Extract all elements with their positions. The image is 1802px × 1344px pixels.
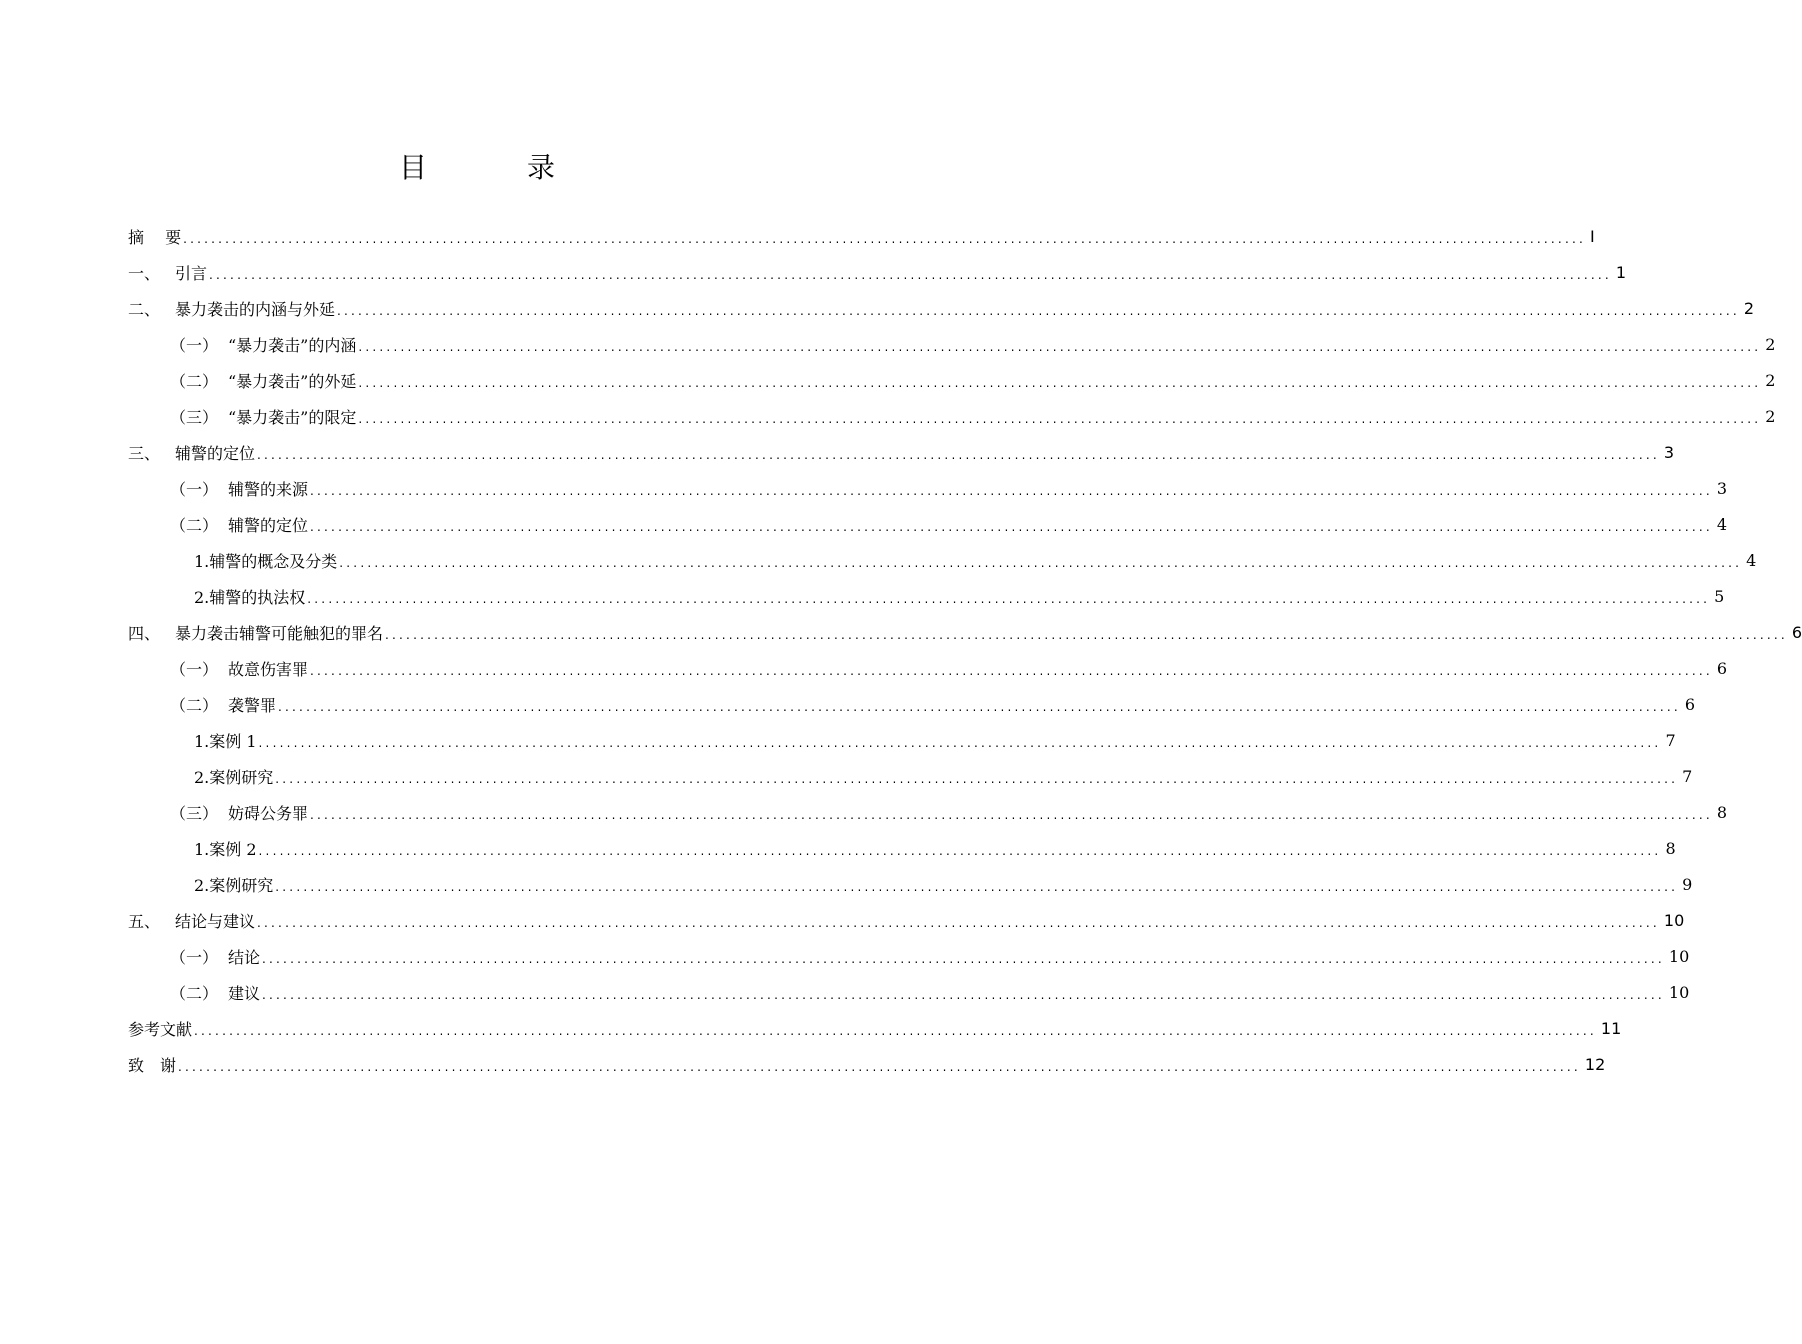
toc-entry-label <box>128 1053 176 1076</box>
toc-entry-text: 致 谢 <box>128 1055 177 1075</box>
toc-entry[interactable] <box>128 1046 1606 1082</box>
dot-leader: ........................................................................................................................................................................................................ <box>194 1024 1597 1038</box>
toc-entry-label <box>128 909 255 932</box>
toc-entry-text: “暴力袭击”的限定 <box>228 407 357 427</box>
toc-entry[interactable] <box>128 542 1757 578</box>
toc-entry[interactable] <box>128 506 1728 542</box>
toc-entry[interactable] <box>128 326 1776 362</box>
toc-entry-label <box>128 261 207 284</box>
toc-entry[interactable] <box>128 398 1776 434</box>
dot-leader: ........................................................................................................................................................................................................ <box>209 268 1612 282</box>
toc-entry[interactable] <box>128 830 1676 866</box>
toc-entry-number: （三） <box>170 803 219 823</box>
toc-entry-number: （二） <box>170 371 219 391</box>
toc-entry-label <box>170 513 308 536</box>
toc-entry-number: 四、 <box>128 623 161 643</box>
toc-title: 目 录 <box>398 151 591 184</box>
dot-leader: ........................................................................................................................................................................................................ <box>310 664 1713 678</box>
toc-entry[interactable] <box>128 578 1725 614</box>
toc-entry[interactable] <box>128 362 1776 398</box>
toc-entry-page-number: 6 <box>1791 622 1802 642</box>
toc-entry-page-number: 6 <box>1684 694 1696 714</box>
toc-entry-label <box>128 297 335 320</box>
dot-leader: ........................................................................................................................................................................................................ <box>310 484 1713 498</box>
dot-leader: ........................................................................................................................................................................................................ <box>358 412 1762 426</box>
toc-entry-text: 结论与建议 <box>175 911 256 931</box>
toc-entry-page-number: 10 <box>1668 946 1690 966</box>
toc-entry-number: （二） <box>170 515 219 535</box>
toc-entry-text: 辅警的定位 <box>228 515 309 535</box>
toc-entry[interactable] <box>128 470 1728 506</box>
toc-entry-number: 五、 <box>128 911 161 931</box>
toc-entry-label <box>128 621 383 644</box>
toc-entry[interactable] <box>128 614 1802 650</box>
toc-entry-page-number: 4 <box>1746 550 1757 570</box>
toc-entry-page-number: 2 <box>1765 334 1776 354</box>
dot-leader: ........................................................................................................................................................................................................ <box>275 880 1679 894</box>
dot-leader: ........................................................................................................................................................................................................ <box>178 1060 1581 1074</box>
toc-entry-text: “暴力袭击”的外延 <box>228 371 357 391</box>
toc-entry-page-number: 9 <box>1682 874 1693 894</box>
dot-leader: ........................................................................................................................................................................................................ <box>339 556 1743 570</box>
toc-entry-page-number: 6 <box>1716 658 1728 678</box>
toc-entry[interactable] <box>128 722 1676 758</box>
toc-entry-page-number: 3 <box>1716 478 1728 498</box>
toc-entry-text: 辅警的来源 <box>228 479 309 499</box>
toc-entry-number: （三） <box>170 407 219 427</box>
toc-entry-number: 一、 <box>128 263 161 283</box>
toc-entry[interactable] <box>128 254 1627 290</box>
toc-entry-number: （一） <box>170 335 219 355</box>
toc-entry-label <box>170 801 308 824</box>
toc-entry-text: 1.案例 2 <box>194 839 257 859</box>
dot-leader: ........................................................................................................................................................................................................ <box>310 520 1713 534</box>
toc-entry-label <box>170 693 276 716</box>
toc-entry-label <box>128 225 181 248</box>
dot-leader: ........................................................................................................................................................................................................ <box>337 304 1740 318</box>
toc-entry[interactable] <box>128 434 1675 470</box>
toc-entry-page-number: 12 <box>1584 1054 1606 1074</box>
toc-entry-label <box>170 405 356 428</box>
toc-entry-label <box>128 441 255 464</box>
toc-entry-text: 摘 要 <box>128 227 182 247</box>
toc-entry-text: 袭警罪 <box>228 695 277 715</box>
toc-entry-label <box>194 585 305 608</box>
dot-leader: ........................................................................................................................................................................................................ <box>258 844 1662 858</box>
table-of-contents <box>128 218 1802 1082</box>
toc-entry-page-number: 2 <box>1743 298 1755 318</box>
toc-entry[interactable] <box>128 1010 1622 1046</box>
toc-entry-text: 辅警的定位 <box>175 443 256 463</box>
toc-entry-text: 2.案例研究 <box>194 875 274 895</box>
toc-entry[interactable] <box>128 866 1693 902</box>
toc-entry-text: 1.辅警的概念及分类 <box>194 551 338 571</box>
toc-entry-page-number: 10 <box>1668 982 1690 1002</box>
toc-entry-page-number: 2 <box>1765 370 1776 390</box>
dot-leader: ........................................................................................................................................................................................................ <box>257 916 1660 930</box>
toc-entry-number: （二） <box>170 983 219 1003</box>
toc-entry[interactable] <box>128 218 1595 254</box>
toc-entry[interactable] <box>128 794 1728 830</box>
toc-entry-label <box>194 549 337 572</box>
toc-entry-text: 1.案例 1 <box>194 731 257 751</box>
toc-entry[interactable] <box>128 290 1755 326</box>
toc-entry[interactable] <box>128 938 1690 974</box>
toc-entry-number: （一） <box>170 947 219 967</box>
toc-entry-page-number: 11 <box>1600 1018 1622 1038</box>
toc-entry-page-number: 1 <box>1615 262 1627 282</box>
toc-entry-page-number: I <box>1589 226 1595 246</box>
toc-entry-label <box>194 765 273 788</box>
toc-entry-text: 妨碍公务罪 <box>228 803 309 823</box>
toc-entry-page-number: 10 <box>1663 910 1685 930</box>
dot-leader: ........................................................................................................................................................................................................ <box>307 592 1711 606</box>
dot-leader: ........................................................................................................................................................................................................ <box>257 448 1660 462</box>
toc-entry-page-number: 8 <box>1665 838 1676 858</box>
toc-entry-text: 参考文献 <box>128 1019 193 1039</box>
toc-entry-number: （二） <box>170 695 219 715</box>
dot-leader: ........................................................................................................................................................................................................ <box>310 808 1713 822</box>
toc-entry-page-number: 7 <box>1682 766 1693 786</box>
toc-entry-text: 引言 <box>175 263 208 283</box>
toc-entry-text: 2.案例研究 <box>194 767 274 787</box>
toc-entry-text: 暴力袭击的内涵与外延 <box>175 299 336 319</box>
toc-entry[interactable] <box>128 686 1696 722</box>
dot-leader: ........................................................................................................................................................................................................ <box>262 988 1665 1002</box>
toc-entry-number: （一） <box>170 479 219 499</box>
toc-entry[interactable] <box>128 902 1685 938</box>
toc-entry-text: 暴力袭击辅警可能触犯的罪名 <box>175 623 384 643</box>
toc-entry-label <box>128 1017 192 1040</box>
toc-entry-number: 三、 <box>128 443 161 463</box>
toc-entry[interactable] <box>128 974 1690 1010</box>
toc-entry-label <box>170 369 356 392</box>
toc-entry-page-number: 4 <box>1716 514 1728 534</box>
toc-entry-label <box>170 333 356 356</box>
toc-entry-text: 2.辅警的执法权 <box>194 587 306 607</box>
toc-entry-label <box>194 729 257 752</box>
dot-leader: ........................................................................................................................................................................................................ <box>385 628 1788 642</box>
toc-entry-number: （一） <box>170 659 219 679</box>
toc-entry[interactable] <box>128 758 1693 794</box>
toc-entry-text: 故意伤害罪 <box>228 659 309 679</box>
toc-entry[interactable] <box>128 650 1728 686</box>
toc-entry-page-number: 3 <box>1663 442 1675 462</box>
toc-entry-text: 结论 <box>228 947 261 967</box>
dot-leader: ........................................................................................................................................................................................................ <box>183 232 1586 246</box>
toc-entry-label <box>170 657 308 680</box>
toc-entry-text: “暴力袭击”的内涵 <box>228 335 357 355</box>
dot-leader: ........................................................................................................................................................................................................ <box>358 340 1762 354</box>
dot-leader: ........................................................................................................................................................................................................ <box>358 376 1762 390</box>
toc-entry-page-number: 2 <box>1765 406 1776 426</box>
toc-entry-label <box>194 873 273 896</box>
dot-leader: ........................................................................................................................................................................................................ <box>262 952 1665 966</box>
toc-entry-label <box>194 837 257 860</box>
dot-leader: ........................................................................................................................................................................................................ <box>275 772 1679 786</box>
dot-leader: ........................................................................................................................................................................................................ <box>258 736 1662 750</box>
toc-entry-label <box>170 945 260 968</box>
dot-leader: ........................................................................................................................................................................................................ <box>278 700 1681 714</box>
toc-entry-page-number: 7 <box>1665 730 1676 750</box>
toc-entry-page-number: 8 <box>1716 802 1728 822</box>
toc-entry-label <box>170 477 308 500</box>
toc-entry-label <box>170 981 260 1004</box>
toc-entry-number: 二、 <box>128 299 161 319</box>
toc-entry-text: 建议 <box>228 983 261 1003</box>
toc-entry-page-number: 5 <box>1714 586 1725 606</box>
